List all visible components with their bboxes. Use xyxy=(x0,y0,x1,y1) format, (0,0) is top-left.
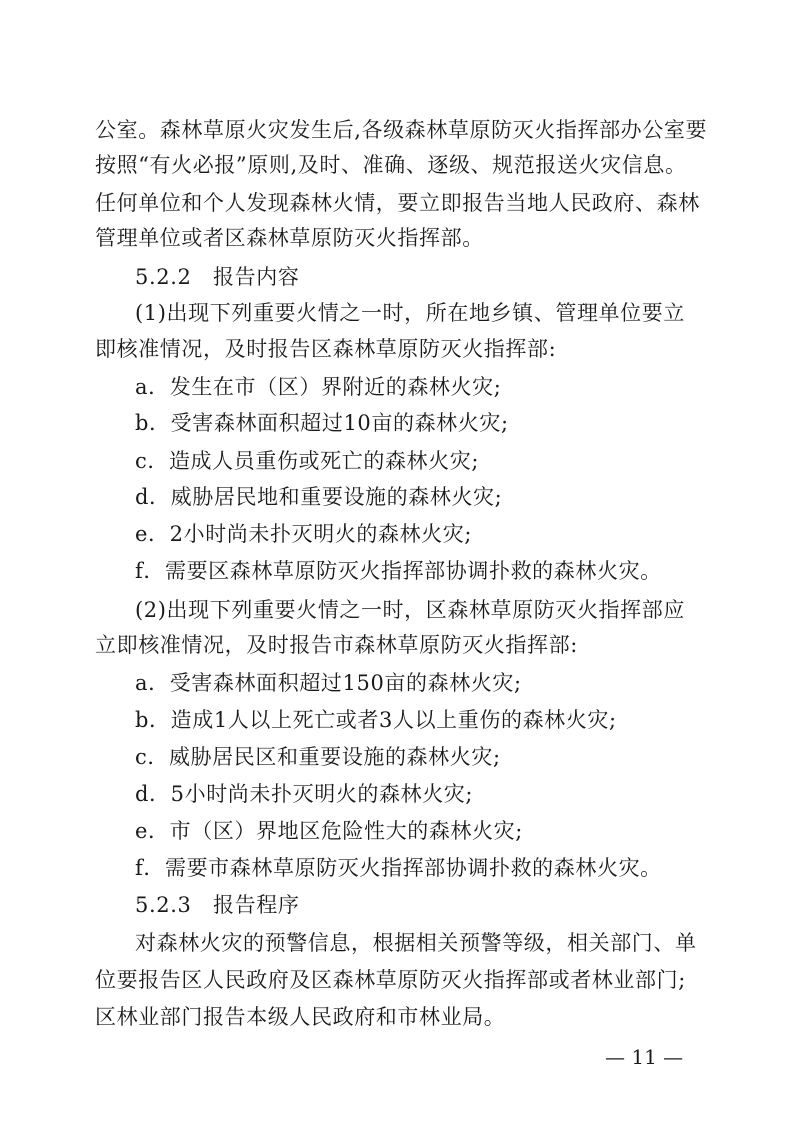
text-line: (1)出现下列重要火情之一时，所在地乡镇、管理单位要立 xyxy=(135,301,685,325)
page-number: — 11 — xyxy=(605,1045,684,1069)
list-item: a．受害森林面积超过150亩的森林火灾; xyxy=(135,671,522,695)
text-line: 位要报告区人民政府及区森林草原防灭火指挥部或者林业部门; xyxy=(95,968,686,992)
text-line: 任何单位和个人发现森林火情，要立即报告当地人民政府、森林 xyxy=(95,191,700,215)
list-item: d．5小时尚未扑灭明火的森林火灾; xyxy=(135,782,474,806)
list-item: c．威胁居民区和重要设施的森林火灾; xyxy=(135,745,501,769)
text-line: 公室。森林草原火灾发生后,各级森林草原防灭火指挥部办公室要 xyxy=(95,118,708,142)
list-item: a．发生在市（区）界附近的森林火灾; xyxy=(135,375,502,399)
list-item: e．市（区）界地区危险性大的森林火灾; xyxy=(135,819,523,843)
text-line: (2)出现下列重要火情之一时，区森林草原防灭火指挥部应 xyxy=(135,598,685,622)
list-item: b．造成1人以上死亡或者3人以上重伤的森林火灾; xyxy=(135,708,617,732)
text-line: 立即核准情况，及时报告市森林草原防灭火指挥部: xyxy=(95,633,578,657)
section-heading: 5.2.3 报告程序 xyxy=(135,893,300,917)
text-line: 即核准情况，及时报告区森林草原防灭火指挥部: xyxy=(95,337,557,361)
text-line: 按照“有火必报”原则,及时、准确、逐级、规范报送火灾信息。 xyxy=(95,153,687,177)
list-item: b．受害森林面积超过10亩的森林火灾; xyxy=(135,411,509,435)
list-item: c．造成人员重伤或死亡的森林火灾; xyxy=(135,449,480,473)
list-item: f．需要区森林草原防灭火指挥部协调扑救的森林火灾。 xyxy=(135,559,662,583)
list-item: f．需要市森林草原防灭火指挥部协调扑救的森林火灾。 xyxy=(135,856,662,880)
section-heading: 5.2.2 报告内容 xyxy=(135,265,300,289)
text-line: 对森林火灾的预警信息，根据相关预警等级，相关部门、单 xyxy=(135,931,697,955)
text-line: 区林业部门报告本级人民政府和市林业局。 xyxy=(95,1005,506,1029)
list-item: e．2小时尚未扑灭明火的森林火灾; xyxy=(135,522,473,546)
text-line: 管理单位或者区森林草原防灭火指挥部。 xyxy=(95,226,484,250)
list-item: d．威胁居民地和重要设施的森林火灾; xyxy=(135,485,503,509)
